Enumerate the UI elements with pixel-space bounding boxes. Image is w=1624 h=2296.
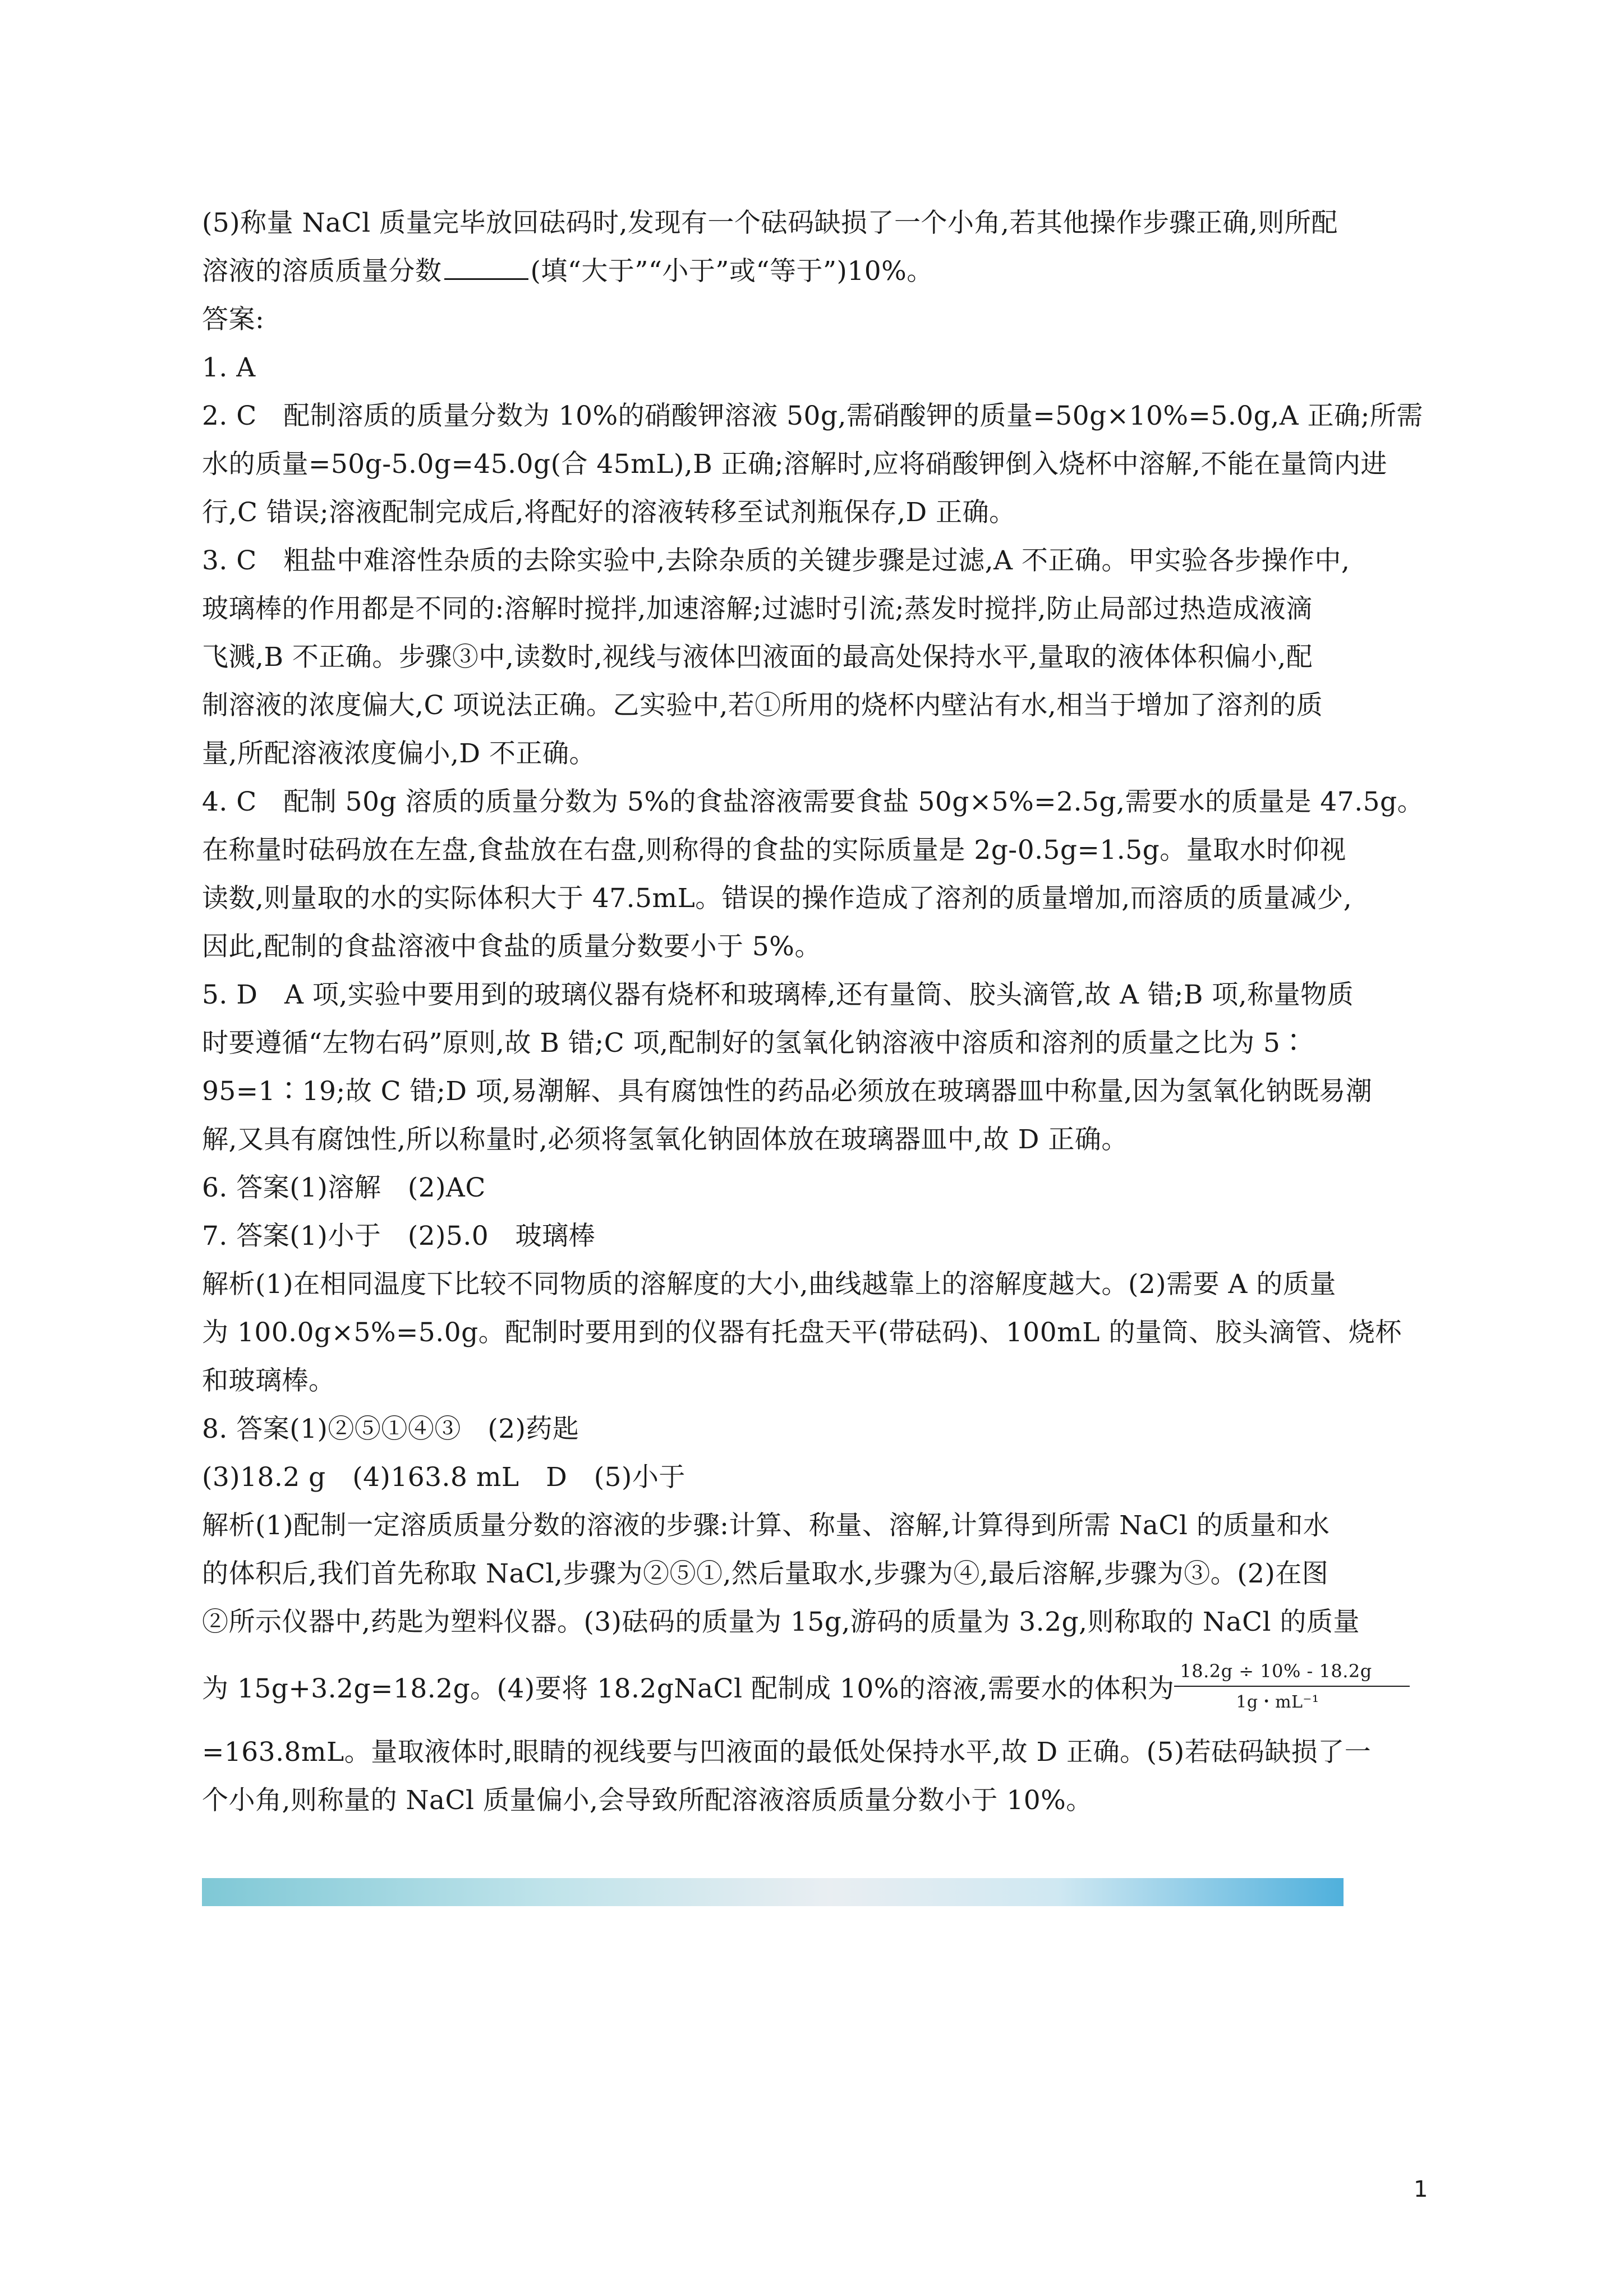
explanation-8-line-1: 解析(1)配制一定溶质质量分数的溶液的步骤:计算、称量、溶解,计算得到所需 NaCl 的质量和水 <box>202 1510 1330 1541</box>
answer-7: 7. 答案(1)小于 (2)5.0 玻璃棒 <box>202 1221 596 1251</box>
answer-1: 1. A <box>202 352 256 383</box>
fraction-expression <box>1174 1660 1415 1722</box>
answer-2-line-3: 行,C 错误;溶液配制完成后,将配好的溶液转移至试剂瓶保存,D 正确。 <box>202 497 1016 528</box>
answer-4-line-1: 4. C 配制 50g 溶质的质量分数为 5%的食盐溶液需要食盐 50g×5%=2.5g,需要水的质量是 47.5g。 <box>202 786 1424 817</box>
question-line-1: (5)称量 NaCl 质量完毕放回砝码时,发现有一个砝码缺损了一个小角,若其他操作步骤正确,则所配 <box>202 208 1338 238</box>
answer-8-line-2: (3)18.2 g (4)163.8 mL D (5)小于 <box>202 1462 686 1493</box>
answer-5-line-3: 95=1∶19;故 C 错;D 项,易潮解、具有腐蚀性的药品必须放在玻璃器皿中称量,因为氢氧化钠既易潮 <box>202 1076 1373 1107</box>
explanation-8-line-4 <box>202 1650 1442 1728</box>
explanation-8-line-6: 个小角,则称量的 NaCl 质量偏小,会导致所配溶液溶质质量分数小于 10%。 <box>202 1785 1093 1816</box>
explanation-8-line-2: 的体积后,我们首先称取 NaCl,步骤为②⑤①,然后量取水,步骤为④,最后溶解,步骤为③。(2)在图 <box>202 1558 1329 1589</box>
answer-4-line-3: 读数,则量取的水的实际体积大于 47.5mL。错误的操作造成了溶剂的质量增加,而溶质的质量减少, <box>202 883 1352 914</box>
fraction-numerator: 18.2g ÷ 10% - 18.2g <box>1180 1660 1372 1682</box>
explanation-7-line-2: 为 100.0g×5%=5.0g。配制时要用到的仪器有托盘天平(带砝码)、100mL 的量筒、胶头滴管、烧杯 <box>202 1317 1402 1348</box>
answer-2-line-1: 2. C 配制溶质的质量分数为 10%的硝酸钾溶液 50g,需硝酸钾的质量=50g×10%=5.0g,A 正确;所需 <box>202 401 1423 431</box>
answer-4-line-4: 因此,配制的食盐溶液中食盐的质量分数要小于 5%。 <box>202 931 821 962</box>
answer-3-line-5: 量,所配溶液浓度偏小,D 不正确。 <box>202 738 596 769</box>
answer-8-line-1: 8. 答案(1)②⑤①④③ (2)药匙 <box>202 1414 579 1444</box>
explanation-8-line-4-text: 为 15g+3.2g=18.2g。(4)要将 18.2gNaCl 配制成 10%的溶液,需要水的体积为 <box>202 1673 1175 1704</box>
question-line-2-text-b: (填“大于”“小于”或“等于”)10%。 <box>530 256 933 287</box>
answers-heading: 答案: <box>202 304 265 335</box>
explanation-8-line-3: ②所示仪器中,药匙为塑料仪器。(3)砝码的质量为 15g,游码的质量为 3.2g,则称取的 NaCl 的质量 <box>202 1607 1360 1637</box>
answer-3-line-2: 玻璃棒的作用都是不同的:溶解时搅拌,加速溶解;过滤时引流;蒸发时搅拌,防止局部过热造成液滴 <box>202 593 1313 624</box>
answer-6: 6. 答案(1)溶解 (2)AC <box>202 1172 486 1203</box>
explanation-7-line-1: 解析(1)在相同温度下比较不同物质的溶解度的大小,曲线越靠上的溶解度越大。(2)需要 A 的质量 <box>202 1269 1336 1300</box>
answer-5-line-4: 解,又具有腐蚀性,所以称量时,必须将氢氧化钠固体放在玻璃器皿中,故 D 正确。 <box>202 1124 1128 1155</box>
question-line-2 <box>202 247 1442 296</box>
decorative-divider-bar <box>202 1878 1344 1906</box>
page-number: 1 <box>1414 2177 1428 2202</box>
answer-2-line-2: 水的质量=50g-5.0g=45.0g(合 45mL),B 正确;溶解时,应将硝酸钾倒入烧杯中溶解,不能在量筒内进 <box>202 449 1387 480</box>
answer-5-line-1: 5. D A 项,实验中要用到的玻璃仪器有烧杯和玻璃棒,还有量筒、胶头滴管,故 A 错;B 项,称量物质 <box>202 979 1354 1010</box>
document-body <box>202 199 1442 1825</box>
fraction-denominator: 1g・mL⁻¹ <box>1236 1692 1319 1712</box>
answer-3-line-3: 飞溅,B 不正确。步骤③中,读数时,视线与液体凹液面的最高处保持水平,量取的液体体积偏小,配 <box>202 642 1313 673</box>
explanation-8-line-5: =163.8mL。量取液体时,眼睛的视线要与凹液面的最低处保持水平,故 D 正确。(5)若砝码缺损了一 <box>202 1737 1372 1768</box>
answer-3-line-1: 3. C 粗盐中难溶性杂质的去除实验中,去除杂质的关键步骤是过滤,A 不正确。甲实验各步操作中, <box>202 545 1350 576</box>
fraction-bar <box>1174 1686 1410 1687</box>
answer-4-line-2: 在称量时砝码放在左盘,食盐放在右盘,则称得的食盐的实际质量是 2g-0.5g=1.5g。量取水时仰视 <box>202 835 1346 866</box>
answer-5-line-2: 时要遵循“左物右码”原则,故 B 错;C 项,配制好的氢氧化钠溶液中溶质和溶剂的质量之比为 5∶ <box>202 1028 1307 1059</box>
question-line-2-text-a: 溶液的溶质质量分数 <box>202 256 442 287</box>
explanation-7-line-3: 和玻璃棒。 <box>202 1365 335 1396</box>
answer-blank <box>444 256 528 280</box>
answer-3-line-4: 制溶液的浓度偏大,C 项说法正确。乙实验中,若①所用的烧杯内壁沾有水,相当于增加了溶剂的质 <box>202 690 1323 721</box>
